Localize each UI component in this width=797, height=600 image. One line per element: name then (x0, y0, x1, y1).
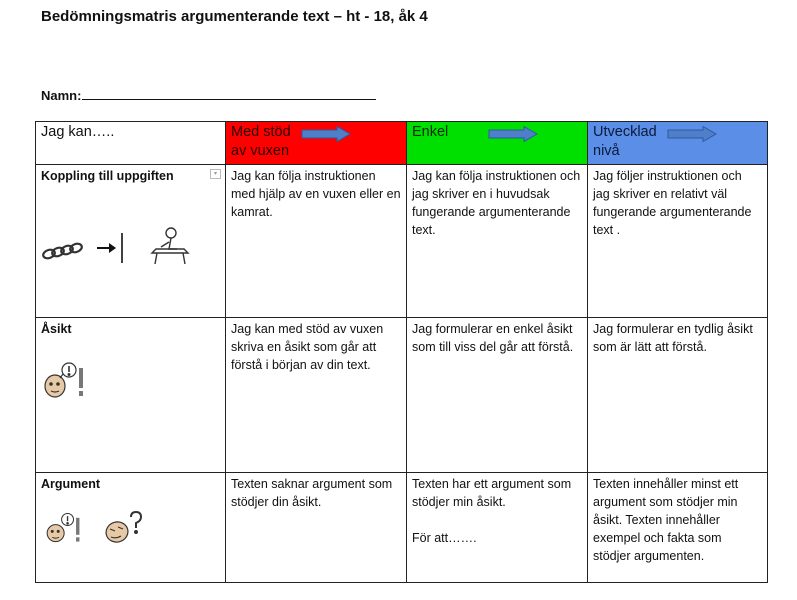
thinking-face-question-icon (101, 511, 145, 545)
assessment-matrix (35, 121, 768, 583)
dropdown-marker-icon[interactable]: ▾ (210, 169, 221, 179)
name-label: Namn: (41, 88, 82, 103)
header-row (36, 122, 768, 165)
row-label-cell (36, 473, 226, 583)
cell-enkel (407, 318, 588, 473)
header-utvecklad (588, 122, 768, 165)
row-label: Åsikt (41, 322, 72, 336)
header-utvecklad-label: Utvecklad (593, 124, 657, 140)
document-title: Bedömningsmatris argumenterande text – ht - 18, åk 4 (41, 8, 428, 25)
person-writing-at-desk-icon (149, 225, 191, 265)
cell-text: Jag kan följa instruktionen och (412, 169, 581, 183)
cell-text: Texten innehåller minst ett argument som stödjer min åsikt. Texten innehåller exempel och fakta som stödjer argumenten. (593, 477, 739, 563)
header-jag-kan (36, 122, 226, 165)
row-label-cell (36, 318, 226, 473)
arrow-right-icon (488, 126, 538, 142)
chain-link-icon (41, 239, 85, 265)
cell-text: jag skriver en i huvudsak fungerande argumenterande text. (412, 187, 571, 237)
opinion-face-exclamation-icon (41, 511, 89, 545)
cell-text: Jag följer instruktionen och (593, 169, 742, 183)
row-icons (41, 511, 220, 545)
cell-utvecklad (588, 318, 768, 473)
row-icons (41, 360, 220, 405)
row-icons (41, 225, 220, 265)
opinion-face-exclamation-icon (41, 360, 91, 400)
cell-text: jag skriver en relativt väl fungerande argumenterande text . (593, 187, 752, 237)
name-line[interactable] (82, 87, 376, 100)
cell-text: Texten saknar argument som stödjer din åsikt. (231, 477, 393, 509)
cell-text: För att……. (412, 531, 477, 545)
table-row (36, 473, 768, 583)
header-utvecklad-sub: nivå (593, 143, 620, 159)
cell-text: Texten har ett argument som stödjer min åsikt. (412, 477, 572, 509)
cell-enkel (407, 473, 588, 583)
header-enkel (407, 122, 588, 165)
cell-utvecklad (588, 165, 768, 318)
header-jag-kan-label: Jag kan….. (41, 124, 115, 140)
table-row (36, 165, 768, 318)
cell-enkel (407, 165, 588, 318)
cell-utvecklad (588, 473, 768, 583)
cell-text: Jag kan med stöd av vuxen skriva en åsikt som går att förstå i början av din text. (231, 322, 384, 372)
header-enkel-label: Enkel (412, 124, 449, 140)
cell-text: Jag formulerar en tydlig åsikt som är lätt att förstå. (593, 322, 753, 354)
header-med-stod-label: Med stöd (231, 124, 291, 140)
header-med-stod-sub: av vuxen (231, 143, 290, 159)
row-label: Koppling till uppgiften (41, 169, 174, 183)
row-label: Argument (41, 477, 101, 491)
header-med-stod (226, 122, 407, 165)
cell-med-stod (226, 318, 407, 473)
spacer (412, 511, 582, 529)
name-field[interactable] (41, 87, 376, 103)
arrow-to-bar-icon (95, 231, 125, 265)
arrow-right-icon (301, 126, 351, 142)
cell-text: Jag kan följa instruktionen med hjälp av en vuxen eller en kamrat. (231, 169, 401, 219)
row-label-cell (36, 165, 226, 318)
cell-med-stod (226, 473, 407, 583)
table-row (36, 318, 768, 473)
cell-text: Jag formulerar en enkel åsikt som till viss del går att förstå. (412, 322, 574, 354)
cell-med-stod (226, 165, 407, 318)
arrow-right-icon (667, 126, 717, 142)
